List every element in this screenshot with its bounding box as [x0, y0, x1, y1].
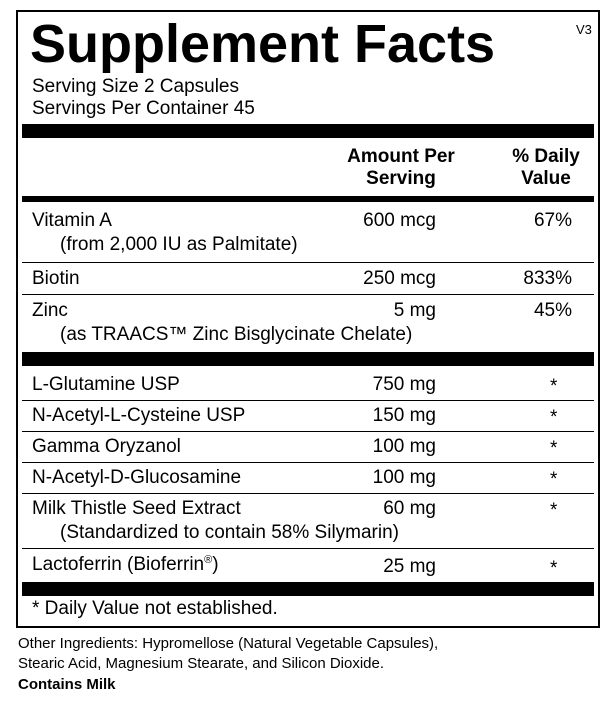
medium-divider — [22, 196, 594, 202]
row-divider — [22, 400, 594, 401]
panel-title: Supplement Facts — [30, 14, 496, 74]
thick-divider — [22, 352, 594, 366]
other-ingredients-cont: Stearic Acid, Magnesium Stearate, and Silicon Dioxide. — [18, 655, 385, 672]
amount-header-line2: Serving — [366, 168, 436, 189]
nutrient-amount: 250 mcg — [363, 268, 436, 289]
row-divider — [22, 262, 594, 263]
ingredient-amount: 25 mg — [383, 556, 436, 577]
servings-per-container: Servings Per Container 45 — [32, 98, 255, 119]
nutrient-dv: 833% — [523, 268, 572, 289]
ingredient-name-text: Lactoferrin (Bioferrin — [32, 554, 205, 575]
ingredient-amount: 60 mg — [383, 498, 436, 519]
nutrient-detail: (as TRAACS™ Zinc Bisglycinate Chelate) — [60, 324, 413, 345]
row-divider — [22, 462, 594, 463]
nutrient-name: Vitamin A — [32, 210, 112, 231]
ingredient-name — [32, 554, 219, 576]
ingredient-dv: * — [550, 438, 558, 459]
ingredient-name: Gamma Oryzanol — [32, 436, 181, 457]
ingredient-name: N-Acetyl-L-Cysteine USP — [32, 405, 246, 426]
amount-header — [336, 146, 466, 190]
ingredient-amount: 100 mg — [372, 436, 436, 457]
ingredient-dv: * — [550, 376, 558, 397]
ingredient-amount: 750 mg — [372, 374, 436, 395]
ingredient-dv: * — [550, 407, 558, 428]
ingredient-dv: * — [550, 500, 558, 521]
registered-mark: ® — [204, 554, 213, 566]
row-divider — [22, 548, 594, 549]
supplement-facts-panel — [16, 10, 600, 628]
nutrient-amount: 5 mg — [393, 300, 436, 321]
nutrient-dv: 45% — [533, 300, 572, 321]
version-code: V3 — [576, 22, 592, 37]
ingredient-name: L-Glutamine USP — [32, 374, 180, 395]
amount-header-line1: Amount Per — [347, 146, 455, 167]
ingredient-name: N-Acetyl-D-Glucosamine — [32, 467, 242, 488]
row-divider — [22, 431, 594, 432]
nutrient-name: Biotin — [32, 268, 80, 289]
ingredient-dv: * — [550, 469, 558, 490]
nutrient-name: Zinc — [32, 300, 68, 321]
ingredient-name-end: ) — [212, 554, 219, 575]
ingredient-dv: * — [550, 558, 558, 579]
dv-header-line2: Value — [521, 168, 571, 189]
ingredient-amount: 100 mg — [372, 467, 436, 488]
dv-header-line1: % Daily — [512, 146, 580, 167]
serving-size: Serving Size 2 Capsules — [32, 76, 239, 97]
other-ingredients: Other Ingredients: Hypromellose (Natural Vegetable Capsules), — [18, 635, 439, 652]
allergen-statement: Contains Milk — [18, 676, 116, 693]
thick-divider — [22, 124, 594, 138]
thick-divider — [22, 582, 594, 596]
nutrient-detail: (from 2,000 IU as Palmitate) — [60, 234, 298, 255]
nutrient-dv: 67% — [533, 210, 572, 231]
nutrient-amount: 600 mcg — [363, 210, 436, 231]
footnote: * Daily Value not established. — [32, 598, 278, 619]
row-divider — [22, 493, 594, 494]
ingredient-name: Milk Thistle Seed Extract — [32, 498, 241, 519]
dv-header — [504, 146, 588, 190]
ingredient-amount: 150 mg — [372, 405, 436, 426]
ingredient-detail: (Standardized to contain 58% Silymarin) — [60, 522, 400, 543]
row-divider — [22, 294, 594, 295]
